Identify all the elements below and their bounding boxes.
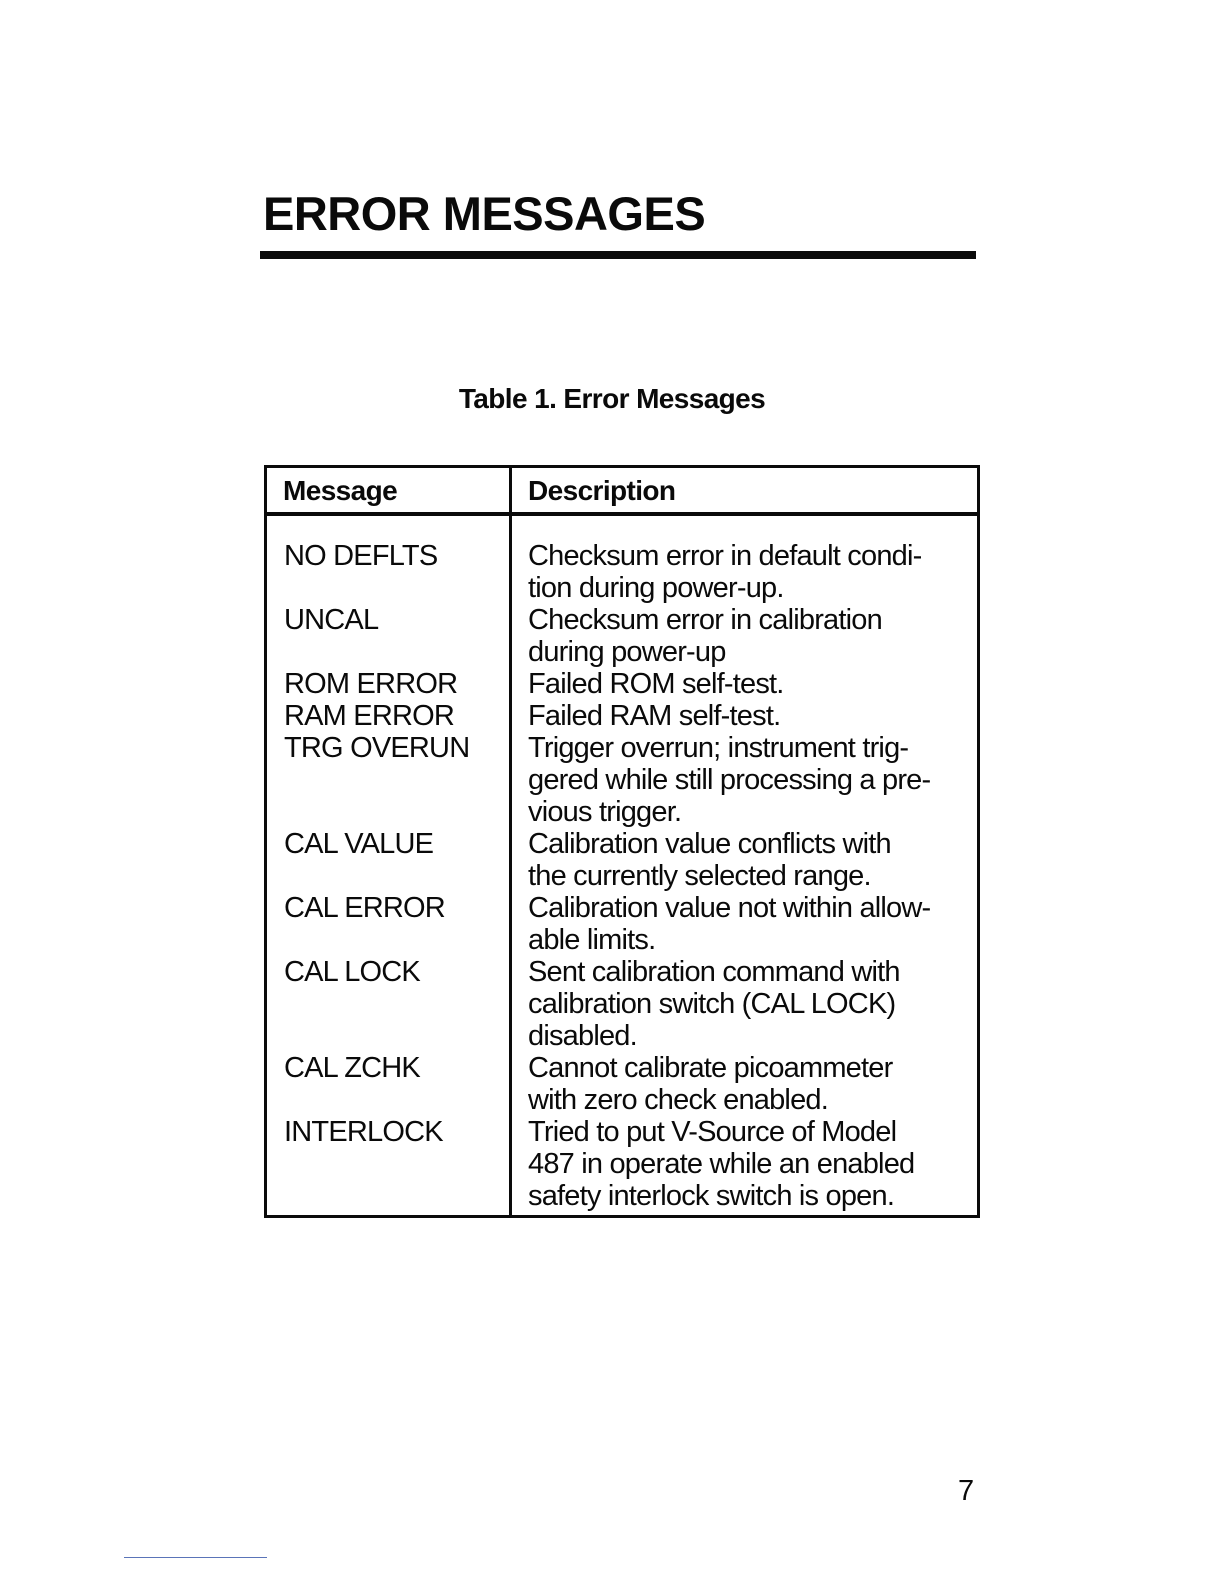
message-cell: CAL ERROR <box>284 892 445 924</box>
table-row <box>267 1052 977 1116</box>
description-line: calibration switch (CAL LOCK) <box>528 988 896 1020</box>
message-cell: UNCAL <box>284 604 379 636</box>
table-row <box>267 892 977 956</box>
description-line: Calibration value not within allow- <box>528 892 931 924</box>
description-line: Failed ROM self-test. <box>528 668 784 700</box>
description-cell <box>528 700 968 732</box>
description-line: the currently selected range. <box>528 860 871 892</box>
message-cell: INTERLOCK <box>284 1116 443 1148</box>
table-row <box>267 956 977 1052</box>
description-cell <box>528 892 968 956</box>
description-line: gered while still processing a pre- <box>528 764 931 796</box>
description-line: Checksum error in calibration <box>528 604 882 636</box>
table-body <box>267 540 977 1212</box>
description-line: Trigger overrun; instrument trig- <box>528 732 909 764</box>
message-cell: ROM ERROR <box>284 668 458 700</box>
description-cell <box>528 1052 968 1116</box>
message-cell: TRG OVERUN <box>284 732 470 764</box>
page-number: 7 <box>958 1475 975 1507</box>
title-rule <box>260 251 976 259</box>
header-message: Message <box>283 475 398 506</box>
message-cell: CAL LOCK <box>284 956 420 988</box>
table-row <box>267 828 977 892</box>
section-title: ERROR MESSAGES <box>263 187 706 240</box>
message-cell: RAM ERROR <box>284 700 455 732</box>
error-messages-table <box>264 465 980 1218</box>
message-cell: NO DEFLTS <box>284 540 438 572</box>
description-cell <box>528 604 968 668</box>
description-line: 487 in operate while an enabled <box>528 1148 915 1180</box>
footer-rule <box>124 1557 267 1558</box>
table-row <box>267 732 977 828</box>
table-row <box>267 604 977 668</box>
table-row <box>267 1116 977 1212</box>
description-line: able limits. <box>528 924 656 956</box>
description-line: Calibration value conflicts with <box>528 828 891 860</box>
description-line: Failed RAM self-test. <box>528 700 781 732</box>
description-line: safety interlock switch is open. <box>528 1180 895 1212</box>
header-description: Description <box>528 475 676 506</box>
description-line: vious trigger. <box>528 796 682 828</box>
description-cell <box>528 828 968 892</box>
description-cell <box>528 1116 968 1212</box>
description-line: during power-up <box>528 636 726 668</box>
description-line: Checksum error in default condi- <box>528 540 922 572</box>
message-cell: CAL ZCHK <box>284 1052 420 1084</box>
table-row <box>267 540 977 604</box>
table-row <box>267 700 977 732</box>
message-cell: CAL VALUE <box>284 828 434 860</box>
description-line: disabled. <box>528 1020 637 1052</box>
description-cell <box>528 732 968 828</box>
table-row <box>267 668 977 700</box>
description-cell <box>528 668 968 700</box>
description-line: Tried to put V-Source of Model <box>528 1116 897 1148</box>
description-line: tion during power-up. <box>528 572 784 604</box>
description-cell <box>528 540 968 604</box>
table-caption: Table 1. Error Messages <box>458 383 766 414</box>
description-cell <box>528 956 968 1052</box>
table-header-row <box>267 468 977 516</box>
description-line: Sent calibration command with <box>528 956 900 988</box>
description-line: Cannot calibrate picoammeter <box>528 1052 893 1084</box>
description-line: with zero check enabled. <box>528 1084 828 1116</box>
